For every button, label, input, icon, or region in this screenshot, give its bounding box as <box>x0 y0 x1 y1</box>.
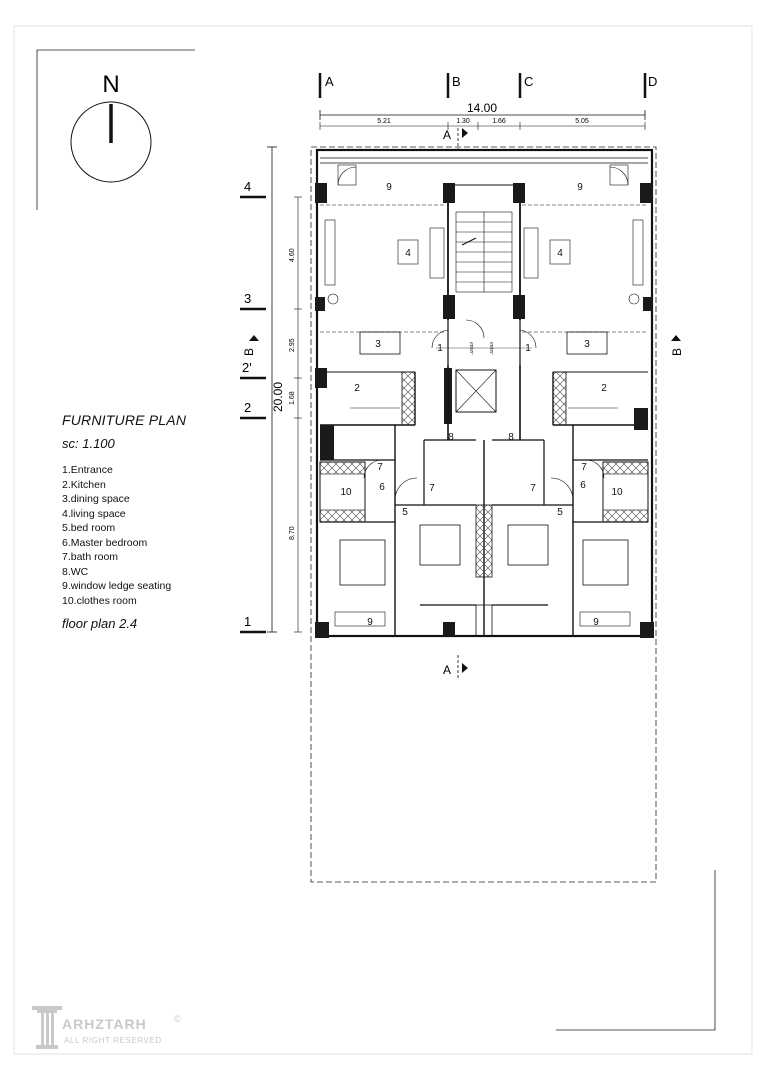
room-3-left: 3 <box>375 339 381 350</box>
floor-plan-name: floor plan 2.4 <box>62 616 138 631</box>
north-arrow <box>71 71 151 182</box>
side-seg-1: 4.60 <box>289 248 296 262</box>
grid-col-c-label: C <box>524 74 534 89</box>
room-3-right: 3 <box>584 339 590 350</box>
room-6-left: 6 <box>379 482 385 493</box>
room-1-right: 1 <box>525 343 531 354</box>
grid-col-d-label: D <box>648 74 658 89</box>
grid-col-b-label: B <box>452 74 461 89</box>
stair-labels <box>468 342 494 355</box>
section-b-left-label: B <box>242 347 256 356</box>
legend-item: 9.window ledge seating <box>62 580 172 592</box>
brand-name: ARHZTARH <box>62 1016 147 1032</box>
brand-subtitle: ALL RIGHT RESERVED <box>64 1036 162 1045</box>
stairs <box>456 212 512 292</box>
section-a-bottom-label: A <box>443 663 452 677</box>
room-8-right: 8 <box>508 432 514 443</box>
grid-row-2p-label: 2' <box>242 360 252 375</box>
room-4-right: 4 <box>557 248 563 259</box>
grid-row-4-label: 4 <box>244 179 252 194</box>
grid-row-2-label: 2 <box>244 400 252 415</box>
title-frame-bottom-right <box>556 870 715 1030</box>
room-9-bottom-left: 9 <box>367 617 373 628</box>
registered-icon: © <box>174 1014 181 1024</box>
legend-item: 6.Master bedroom <box>62 536 148 549</box>
section-markers <box>242 128 684 680</box>
room-2-right: 2 <box>601 383 607 394</box>
grid-row-3-label: 3 <box>244 291 252 306</box>
room-9-top-left: 9 <box>386 182 392 193</box>
column-logo-icon <box>32 1004 62 1050</box>
room-1-left: 1 <box>437 343 443 354</box>
plan-title: FURNITURE PLAN <box>62 412 187 428</box>
legend-item: 7.bath room <box>62 551 119 563</box>
legend-item: 10.clothes room <box>62 594 137 607</box>
legend-item: 2.Kitchen <box>62 478 106 491</box>
legend-item: 4.living space <box>62 507 126 520</box>
room-2-left: 2 <box>354 383 360 394</box>
room-4-left: 4 <box>405 248 411 259</box>
top-seg-4: 5.05 <box>575 118 589 125</box>
legend <box>62 412 262 644</box>
section-b-right-label: B <box>670 347 684 356</box>
room-9-top-right: 9 <box>577 182 583 193</box>
section-a-top-label: A <box>443 128 452 142</box>
side-seg-2: 2.95 <box>289 338 296 352</box>
room-7-right-b: 7 <box>581 462 587 473</box>
overall-depth-label: 20.00 <box>271 381 285 412</box>
grid-columns <box>320 73 657 98</box>
room-7-left-b: 7 <box>429 483 435 494</box>
legend-list <box>62 463 262 608</box>
dimension-width <box>320 101 645 130</box>
room-7-left-a: 7 <box>377 462 383 473</box>
north-label: N <box>102 71 120 98</box>
room-10-left: 10 <box>340 487 352 498</box>
brand-watermark <box>32 1004 182 1054</box>
legend-item: 3.dining space <box>62 493 130 505</box>
grid-col-a-label: A <box>325 74 334 89</box>
top-seg-1: 5.21 <box>377 118 391 125</box>
room-5-left: 5 <box>402 507 408 518</box>
grid-row-1-label: 1 <box>244 614 252 629</box>
room-5-right: 5 <box>557 507 563 518</box>
stair-label-left: enter <box>468 342 474 355</box>
dimension-depth <box>267 147 302 632</box>
plan-scale: sc: 1.100 <box>62 436 115 451</box>
legend-item: 1.Entrance <box>62 464 113 476</box>
legend-item: 8.WC <box>62 565 89 578</box>
legend-item: 5.bed room <box>62 522 116 534</box>
room-7-right-a: 7 <box>530 483 536 494</box>
room-10-right: 10 <box>611 487 623 498</box>
top-seg-3: 1.66 <box>492 118 506 125</box>
side-seg-3: 1.68 <box>289 391 296 405</box>
stair-label-right: enter <box>488 342 494 355</box>
room-9-bottom-right: 9 <box>593 617 599 628</box>
overall-width-label: 14.00 <box>466 101 498 115</box>
side-seg-4: 8.70 <box>289 526 296 540</box>
top-seg-2: 1.30 <box>456 118 470 125</box>
room-6-right: 6 <box>580 480 586 491</box>
room-8-left: 8 <box>448 432 454 443</box>
